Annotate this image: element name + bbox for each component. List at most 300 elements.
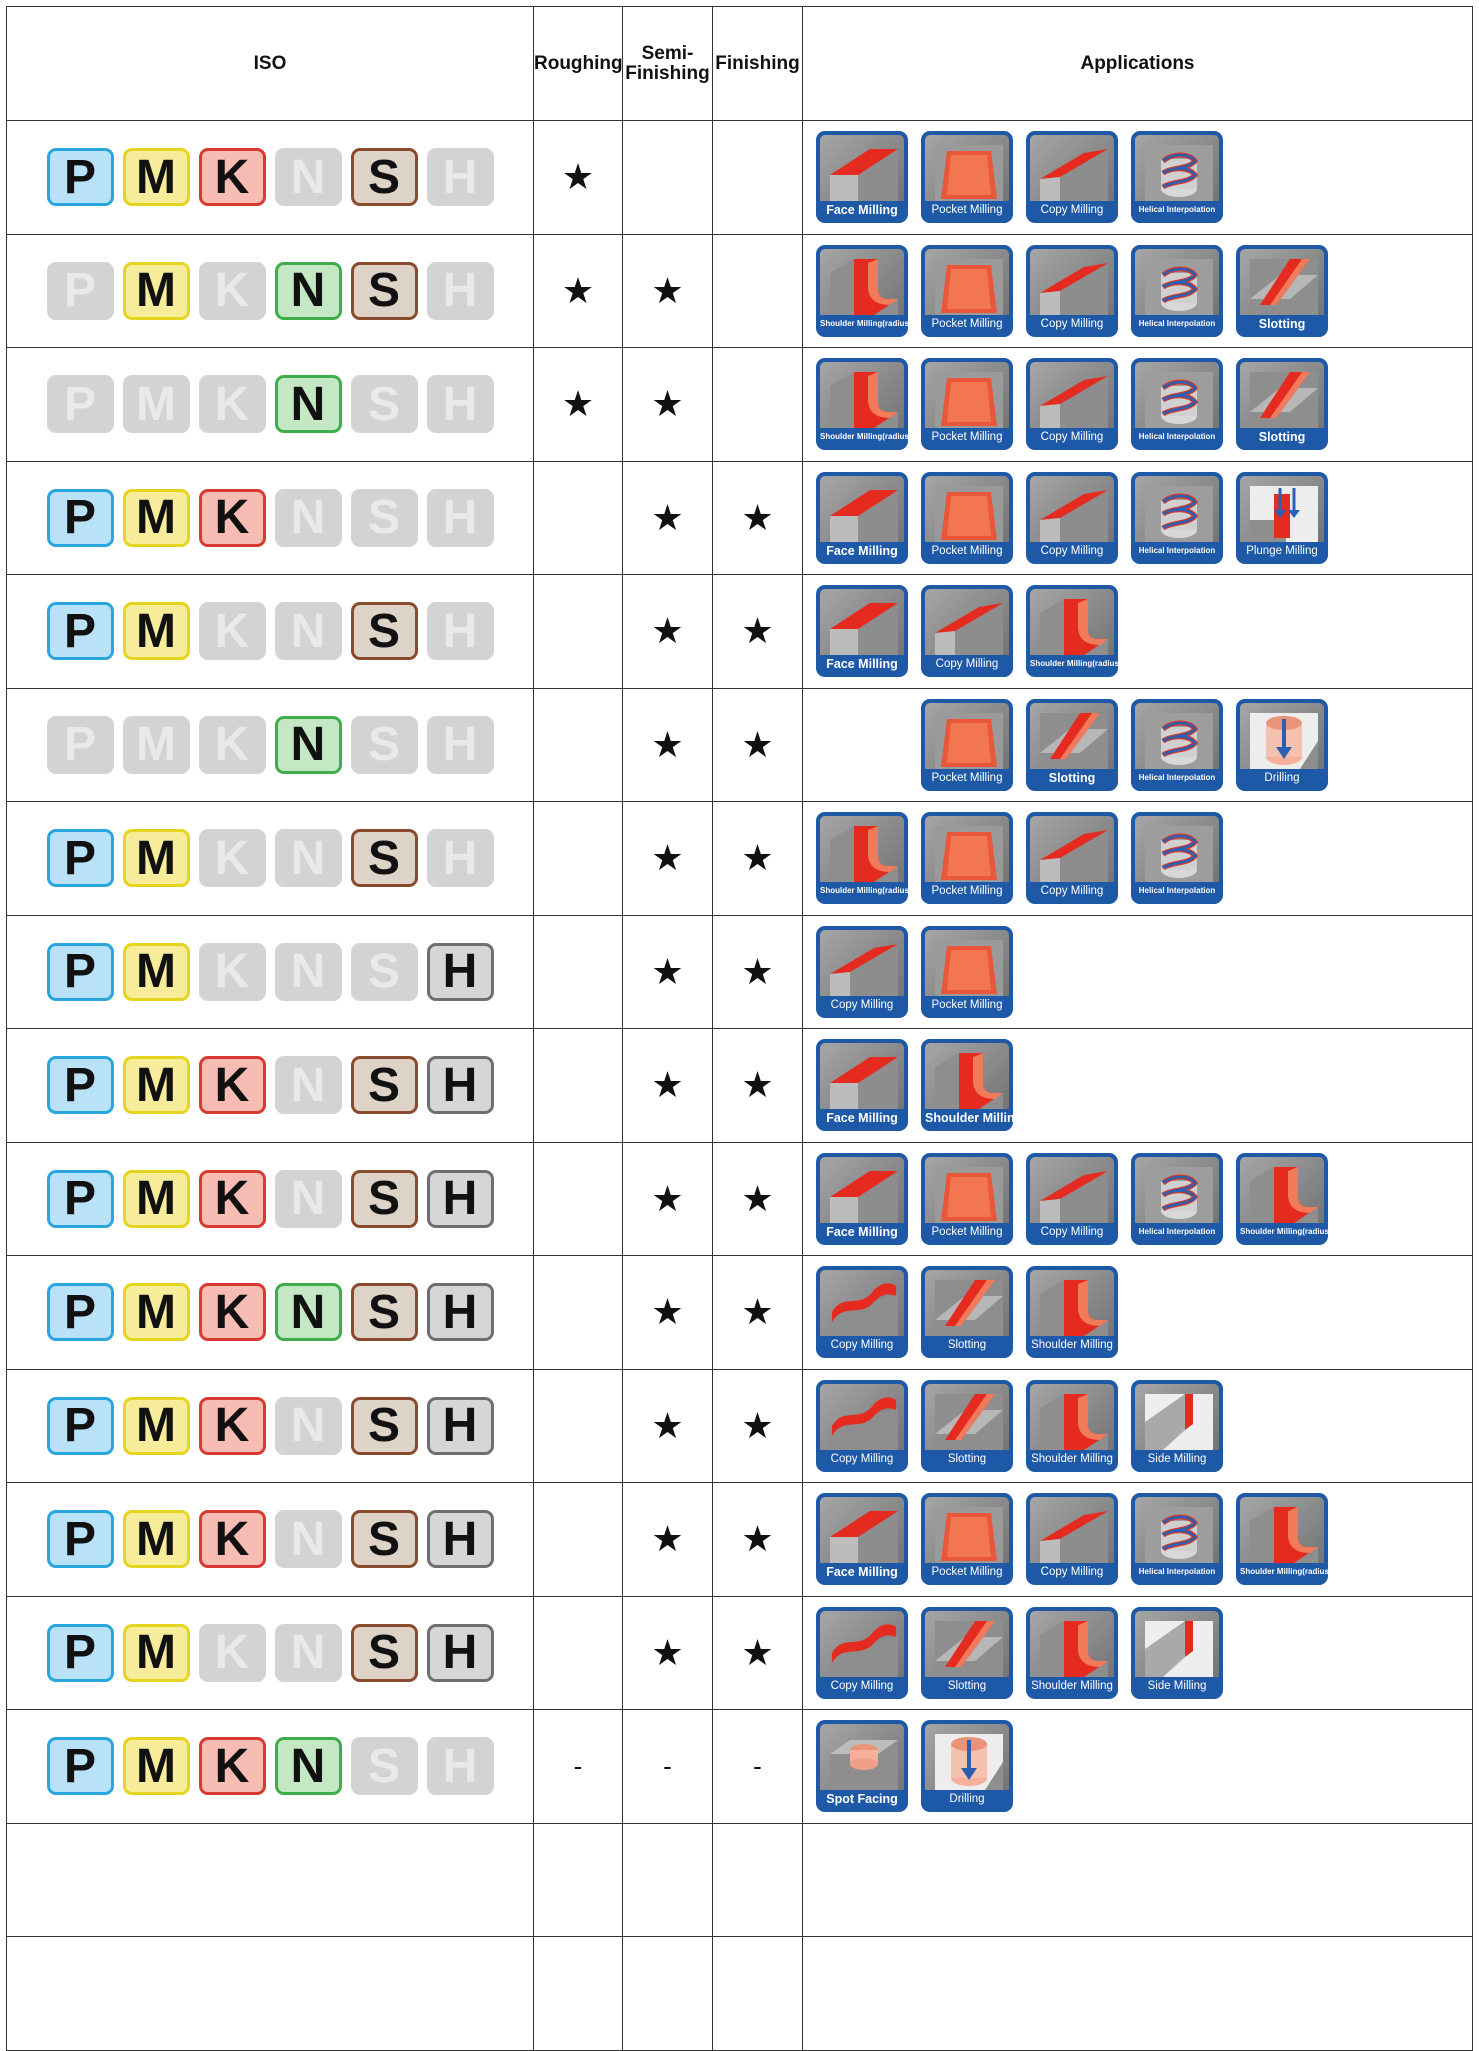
iso-badge-n-inactive: N xyxy=(275,1397,342,1455)
iso-badge-p: P xyxy=(47,602,114,660)
face-illustration xyxy=(830,486,898,542)
application-label: Slotting xyxy=(1240,428,1324,446)
application-label: Shoulder Milling(radius) xyxy=(1240,1223,1324,1241)
table-row xyxy=(7,1142,1473,1256)
roughing-cell: ★ xyxy=(534,348,623,462)
pocket-application-icon xyxy=(921,812,1013,904)
iso-badge-h: H xyxy=(427,1170,494,1228)
copy-illustration xyxy=(1040,486,1108,542)
iso-cell xyxy=(7,575,534,689)
iso-badge-s-inactive: S xyxy=(351,716,418,774)
iso-badge-h: H xyxy=(427,1397,494,1455)
applications-cell xyxy=(803,1710,1473,1824)
copy-illustration xyxy=(1040,259,1108,315)
copy-illustration xyxy=(1040,1167,1108,1223)
application-icon-list xyxy=(803,1039,1472,1131)
iso-badge-k-inactive: K xyxy=(199,1624,266,1682)
iso-badge-group xyxy=(7,1737,533,1795)
table-row xyxy=(7,1823,1473,1937)
applications-cell xyxy=(803,1483,1473,1597)
shoulder-application-icon xyxy=(1026,1380,1118,1472)
iso-badge-h: H xyxy=(427,943,494,1001)
copy-illustration xyxy=(1040,372,1108,428)
finishing-cell: ★ xyxy=(713,1142,803,1256)
iso-badge-n-inactive: N xyxy=(275,1510,342,1568)
pocket-illustration xyxy=(935,940,1003,996)
finishing-cell: ★ xyxy=(713,575,803,689)
iso-badge-h: H xyxy=(427,1624,494,1682)
table-row xyxy=(7,121,1473,235)
helical-illustration xyxy=(1145,826,1213,882)
face-application-icon xyxy=(816,1039,908,1131)
application-label: Spot Facing xyxy=(820,1790,904,1808)
iso-cell xyxy=(7,1710,534,1824)
helical-application-icon xyxy=(1131,1153,1223,1245)
applications-cell xyxy=(803,1029,1473,1143)
application-icon-list xyxy=(803,699,1472,791)
iso-badge-s: S xyxy=(351,1624,418,1682)
header-iso: ISO xyxy=(7,7,534,121)
header-roughing: Roughing xyxy=(534,7,623,121)
iso-badge-m-inactive: M xyxy=(123,716,190,774)
iso-badge-h-inactive: H xyxy=(427,262,494,320)
iso-badge-m: M xyxy=(123,148,190,206)
face-illustration xyxy=(830,599,898,655)
iso-badge-p: P xyxy=(47,489,114,547)
application-label: Slotting xyxy=(1240,315,1324,333)
iso-badge-h: H xyxy=(427,1510,494,1568)
semi-finishing-cell: ★ xyxy=(623,802,713,916)
iso-badge-n: N xyxy=(275,1283,342,1341)
iso-badge-m: M xyxy=(123,1283,190,1341)
iso-badge-p: P xyxy=(47,148,114,206)
iso-badge-m: M xyxy=(123,489,190,547)
application-icon-list xyxy=(803,1720,1472,1812)
finishing-cell xyxy=(713,1823,803,1937)
iso-badge-s: S xyxy=(351,1283,418,1341)
helical-illustration xyxy=(1145,372,1213,428)
finishing-cell: - xyxy=(713,1710,803,1824)
roughing-cell xyxy=(534,1142,623,1256)
iso-badge-group xyxy=(7,1170,533,1228)
application-icon-list xyxy=(803,472,1472,564)
copy-application-icon xyxy=(816,1607,908,1699)
semi-finishing-cell: ★ xyxy=(623,1596,713,1710)
iso-badge-p-inactive: P xyxy=(47,375,114,433)
drill-illustration xyxy=(1250,713,1318,769)
application-label: Pocket Milling xyxy=(925,996,1009,1014)
iso-badge-k: K xyxy=(199,1283,266,1341)
shoulder-illustration xyxy=(1250,1507,1318,1563)
application-label: Copy Milling xyxy=(1030,315,1114,333)
shoulder-radius-application-icon xyxy=(1026,585,1122,677)
application-label: Shoulder Milling xyxy=(1030,1450,1114,1468)
table-body xyxy=(7,121,1473,2051)
shoulder-illustration xyxy=(1040,599,1108,655)
header-semi-finishing xyxy=(623,7,713,121)
iso-badge-h-inactive: H xyxy=(427,375,494,433)
iso-badge-p: P xyxy=(47,943,114,1001)
iso-badge-s: S xyxy=(351,262,418,320)
application-label: Shoulder Milling(radius) xyxy=(1240,1563,1324,1581)
iso-badge-p-inactive: P xyxy=(47,716,114,774)
application-label: Pocket Milling xyxy=(925,542,1009,560)
application-label: Pocket Milling xyxy=(925,315,1009,333)
table-row xyxy=(7,461,1473,575)
application-label: Shoulder Milling(radius) xyxy=(820,882,904,900)
iso-badge-m: M xyxy=(123,1624,190,1682)
copy-application-icon xyxy=(1026,131,1118,223)
table-row xyxy=(7,1029,1473,1143)
iso-badge-h-inactive: H xyxy=(427,829,494,887)
table-row xyxy=(7,688,1473,802)
iso-badge-n: N xyxy=(275,1737,342,1795)
application-label: Copy Milling xyxy=(1030,542,1114,560)
roughing-cell: ★ xyxy=(534,121,623,235)
helical-application-icon xyxy=(1131,699,1223,791)
iso-badge-m: M xyxy=(123,943,190,1001)
application-icon-list xyxy=(803,926,1472,1018)
pocket-application-icon xyxy=(921,131,1013,223)
finishing-cell: ★ xyxy=(713,802,803,916)
finishing-cell: ★ xyxy=(713,915,803,1029)
slotting-application-icon xyxy=(921,1607,1013,1699)
applications-cell xyxy=(803,1823,1473,1937)
applications-cell xyxy=(803,461,1473,575)
shoulder-application-icon xyxy=(1026,1266,1118,1358)
iso-badge-group xyxy=(7,1624,533,1682)
roughing-cell xyxy=(534,1596,623,1710)
face-application-icon xyxy=(816,1493,908,1585)
shoulder-illustration xyxy=(1040,1280,1108,1336)
application-label: Pocket Milling xyxy=(925,1563,1009,1581)
semi-finishing-cell: ★ xyxy=(623,1369,713,1483)
helical-application-icon xyxy=(1131,1493,1223,1585)
shoulder-illustration xyxy=(1040,1621,1108,1677)
roughing-cell: - xyxy=(534,1710,623,1824)
pocket-application-icon xyxy=(921,699,1013,791)
spot-application-icon xyxy=(816,1720,908,1812)
applications-cell xyxy=(803,1142,1473,1256)
shoulder-illustration xyxy=(1040,1394,1108,1450)
application-label: Drilling xyxy=(925,1790,1009,1808)
semi-finishing-cell: ★ xyxy=(623,1029,713,1143)
header-applications: Applications xyxy=(803,7,1473,121)
iso-badge-k-inactive: K xyxy=(199,943,266,1001)
iso-badge-p: P xyxy=(47,1510,114,1568)
slotting-application-icon xyxy=(921,1380,1013,1472)
application-label: Face Milling xyxy=(820,201,904,219)
shoulder-illustration xyxy=(830,826,898,882)
iso-badge-n: N xyxy=(275,375,342,433)
face-illustration xyxy=(830,1507,898,1563)
application-label: Shoulder Milling xyxy=(925,1111,1023,1126)
slotting-application-icon xyxy=(1236,245,1328,337)
semi-finishing-cell: ★ xyxy=(623,688,713,802)
iso-badge-p: P xyxy=(47,1283,114,1341)
pocket-illustration xyxy=(935,713,1003,769)
iso-badge-group xyxy=(7,1397,533,1455)
iso-cell xyxy=(7,461,534,575)
iso-badge-p: P xyxy=(47,829,114,887)
application-label: Plunge Milling xyxy=(1240,542,1324,560)
iso-badge-h-inactive: H xyxy=(427,716,494,774)
roughing-cell xyxy=(534,802,623,916)
pocket-application-icon xyxy=(921,245,1013,337)
iso-badge-h-inactive: H xyxy=(427,602,494,660)
slot-illustration xyxy=(1250,372,1318,428)
application-label: Copy Milling xyxy=(1030,201,1114,219)
applications-cell xyxy=(803,1937,1473,2051)
semi-finishing-cell xyxy=(623,1937,713,2051)
iso-badge-m: M xyxy=(123,1737,190,1795)
application-icon-list xyxy=(803,812,1472,904)
copy-application-icon xyxy=(816,1266,908,1358)
application-label: Copy Milling xyxy=(1030,882,1114,900)
iso-badge-m: M xyxy=(123,262,190,320)
iso-badge-n-inactive: N xyxy=(275,1624,342,1682)
iso-badge-s-inactive: S xyxy=(351,489,418,547)
application-label: Face Milling xyxy=(820,1109,904,1127)
application-label: Copy Milling xyxy=(925,655,1009,673)
shoulder-radius-application-icon xyxy=(816,358,912,450)
semi-finishing-cell: ★ xyxy=(623,1256,713,1370)
application-icon-list xyxy=(803,585,1472,677)
iso-cell xyxy=(7,1369,534,1483)
application-label: Helical Interpolation xyxy=(1135,201,1219,219)
applications-cell xyxy=(803,575,1473,689)
iso-badge-s: S xyxy=(351,148,418,206)
iso-badge-k-inactive: K xyxy=(199,602,266,660)
pocket-application-icon xyxy=(921,358,1013,450)
application-label: Pocket Milling xyxy=(925,428,1009,446)
copy-illustration xyxy=(830,940,898,996)
iso-badge-n-inactive: N xyxy=(275,943,342,1001)
drill-illustration xyxy=(935,1734,1003,1790)
roughing-cell xyxy=(534,915,623,1029)
shoulder-radius-application-icon xyxy=(816,812,912,904)
iso-badge-group xyxy=(7,602,533,660)
iso-badge-k-inactive: K xyxy=(199,375,266,433)
table-row xyxy=(7,802,1473,916)
iso-cell xyxy=(7,1823,534,1937)
copy-application-icon xyxy=(1026,358,1118,450)
application-label: Shoulder Milling(radius) xyxy=(820,428,904,446)
slotting-application-icon xyxy=(1026,699,1118,791)
iso-badge-h-inactive: H xyxy=(427,489,494,547)
iso-cell xyxy=(7,915,534,1029)
roughing-cell xyxy=(534,1256,623,1370)
roughing-cell xyxy=(534,575,623,689)
copy-application-icon xyxy=(1026,812,1118,904)
iso-badge-k: K xyxy=(199,489,266,547)
iso-badge-s: S xyxy=(351,1397,418,1455)
pocket-application-icon xyxy=(921,926,1013,1018)
application-label: Face Milling xyxy=(820,1223,904,1241)
iso-badge-group xyxy=(7,943,533,1001)
pocket-illustration xyxy=(935,259,1003,315)
iso-badge-group xyxy=(7,716,533,774)
semi-finishing-cell: ★ xyxy=(623,461,713,575)
applications-cell xyxy=(803,121,1473,235)
slot-illustration xyxy=(1040,713,1108,769)
iso-badge-k: K xyxy=(199,148,266,206)
pocket-illustration xyxy=(935,826,1003,882)
face-application-icon xyxy=(816,472,908,564)
iso-badge-group xyxy=(7,148,533,206)
face-illustration xyxy=(830,1167,898,1223)
wave-illustration xyxy=(830,1280,898,1336)
application-label: Drilling xyxy=(1240,769,1324,787)
finishing-cell: ★ xyxy=(713,461,803,575)
iso-badge-k: K xyxy=(199,1170,266,1228)
application-icon-list xyxy=(803,1607,1472,1699)
slot-illustration xyxy=(1250,259,1318,315)
table-row xyxy=(7,1596,1473,1710)
header-row xyxy=(7,7,1473,121)
side-application-icon xyxy=(1131,1380,1223,1472)
shoulder-radius-application-icon xyxy=(1236,1153,1332,1245)
roughing-cell xyxy=(534,461,623,575)
application-icon-list xyxy=(803,358,1472,450)
slotting-application-icon xyxy=(1236,358,1328,450)
plunge-illustration xyxy=(1250,486,1318,542)
iso-badge-group xyxy=(7,1510,533,1568)
iso-badge-m: M xyxy=(123,829,190,887)
shoulder-illustration xyxy=(830,372,898,428)
application-label: Side Milling xyxy=(1135,1450,1219,1468)
slotting-application-icon xyxy=(921,1266,1013,1358)
iso-badge-p: P xyxy=(47,1056,114,1114)
grade-application-table xyxy=(6,6,1473,2051)
application-icon-list xyxy=(803,131,1472,223)
application-label: Shoulder Milling xyxy=(1030,1336,1114,1354)
helical-application-icon xyxy=(1131,472,1223,564)
semi-finishing-cell: ★ xyxy=(623,348,713,462)
copy-application-icon xyxy=(1026,245,1118,337)
iso-badge-m: M xyxy=(123,602,190,660)
helical-illustration xyxy=(1145,713,1213,769)
iso-badge-s-inactive: S xyxy=(351,1737,418,1795)
table-row xyxy=(7,348,1473,462)
iso-cell xyxy=(7,234,534,348)
iso-cell xyxy=(7,1483,534,1597)
iso-badge-p: P xyxy=(47,1170,114,1228)
finishing-cell xyxy=(713,1937,803,2051)
roughing-cell xyxy=(534,1823,623,1937)
helical-illustration xyxy=(1145,1507,1213,1563)
roughing-cell xyxy=(534,1369,623,1483)
iso-badge-k: K xyxy=(199,1737,266,1795)
table-row xyxy=(7,1710,1473,1824)
application-label: Copy Milling xyxy=(820,1677,904,1695)
semi-finishing-cell: - xyxy=(623,1710,713,1824)
iso-badge-s: S xyxy=(351,1510,418,1568)
drilling-application-icon xyxy=(921,1720,1013,1812)
shoulder-radius-application-icon xyxy=(1236,1493,1332,1585)
finishing-cell xyxy=(713,348,803,462)
iso-badge-s: S xyxy=(351,1170,418,1228)
iso-badge-m: M xyxy=(123,1397,190,1455)
iso-badge-m-inactive: M xyxy=(123,375,190,433)
semi-finishing-cell: ★ xyxy=(623,1483,713,1597)
application-label: Slotting xyxy=(925,1450,1009,1468)
application-label: Pocket Milling xyxy=(925,201,1009,219)
copy-illustration xyxy=(1040,145,1108,201)
semi-finishing-cell: ★ xyxy=(623,575,713,689)
pocket-illustration xyxy=(935,145,1003,201)
copy-application-icon xyxy=(1026,1153,1118,1245)
iso-badge-group xyxy=(7,1056,533,1114)
application-icon-list xyxy=(803,1380,1472,1472)
finishing-cell: ★ xyxy=(713,1256,803,1370)
iso-cell xyxy=(7,1937,534,2051)
iso-badge-group xyxy=(7,262,533,320)
applications-cell xyxy=(803,1596,1473,1710)
application-label: Copy Milling xyxy=(820,1450,904,1468)
helical-illustration xyxy=(1145,145,1213,201)
drilling-application-icon xyxy=(1236,699,1328,791)
copy-illustration xyxy=(1040,1507,1108,1563)
application-label: Face Milling xyxy=(820,1563,904,1581)
table-row xyxy=(7,1483,1473,1597)
pocket-application-icon xyxy=(921,1153,1013,1245)
iso-cell xyxy=(7,688,534,802)
application-label: Copy Milling xyxy=(1030,428,1114,446)
applications-cell xyxy=(803,915,1473,1029)
spot-illustration xyxy=(830,1734,898,1790)
face-application-icon xyxy=(816,131,908,223)
application-icon-list xyxy=(803,1493,1472,1585)
iso-cell xyxy=(7,121,534,235)
iso-badge-k: K xyxy=(199,1510,266,1568)
finishing-cell xyxy=(713,121,803,235)
iso-badge-s: S xyxy=(351,829,418,887)
helical-application-icon xyxy=(1131,812,1223,904)
wave-illustration xyxy=(830,1394,898,1450)
table-row xyxy=(7,234,1473,348)
iso-badge-h-inactive: H xyxy=(427,148,494,206)
table-row xyxy=(7,1937,1473,2051)
copy-application-icon xyxy=(1026,472,1118,564)
iso-cell xyxy=(7,1596,534,1710)
finishing-cell: ★ xyxy=(713,688,803,802)
copy-application-icon xyxy=(1026,1493,1118,1585)
table-row xyxy=(7,1369,1473,1483)
iso-badge-m: M xyxy=(123,1510,190,1568)
table-row xyxy=(7,1256,1473,1370)
face-illustration xyxy=(830,1053,898,1109)
application-label: Slotting xyxy=(1030,769,1114,787)
iso-cell xyxy=(7,1029,534,1143)
iso-badge-n: N xyxy=(275,262,342,320)
iso-badge-s: S xyxy=(351,602,418,660)
application-label: Pocket Milling xyxy=(925,882,1009,900)
pocket-illustration xyxy=(935,1167,1003,1223)
finishing-cell xyxy=(713,234,803,348)
helical-illustration xyxy=(1145,486,1213,542)
iso-badge-n-inactive: N xyxy=(275,148,342,206)
iso-badge-m: M xyxy=(123,1170,190,1228)
iso-badge-s-inactive: S xyxy=(351,375,418,433)
iso-badge-p-inactive: P xyxy=(47,262,114,320)
iso-badge-k-inactive: K xyxy=(199,716,266,774)
iso-badge-m: M xyxy=(123,1056,190,1114)
iso-badge-h-inactive: H xyxy=(427,1737,494,1795)
side-illustration xyxy=(1145,1394,1213,1450)
slot-illustration xyxy=(935,1621,1003,1677)
shoulder-application-icon xyxy=(1026,1607,1118,1699)
